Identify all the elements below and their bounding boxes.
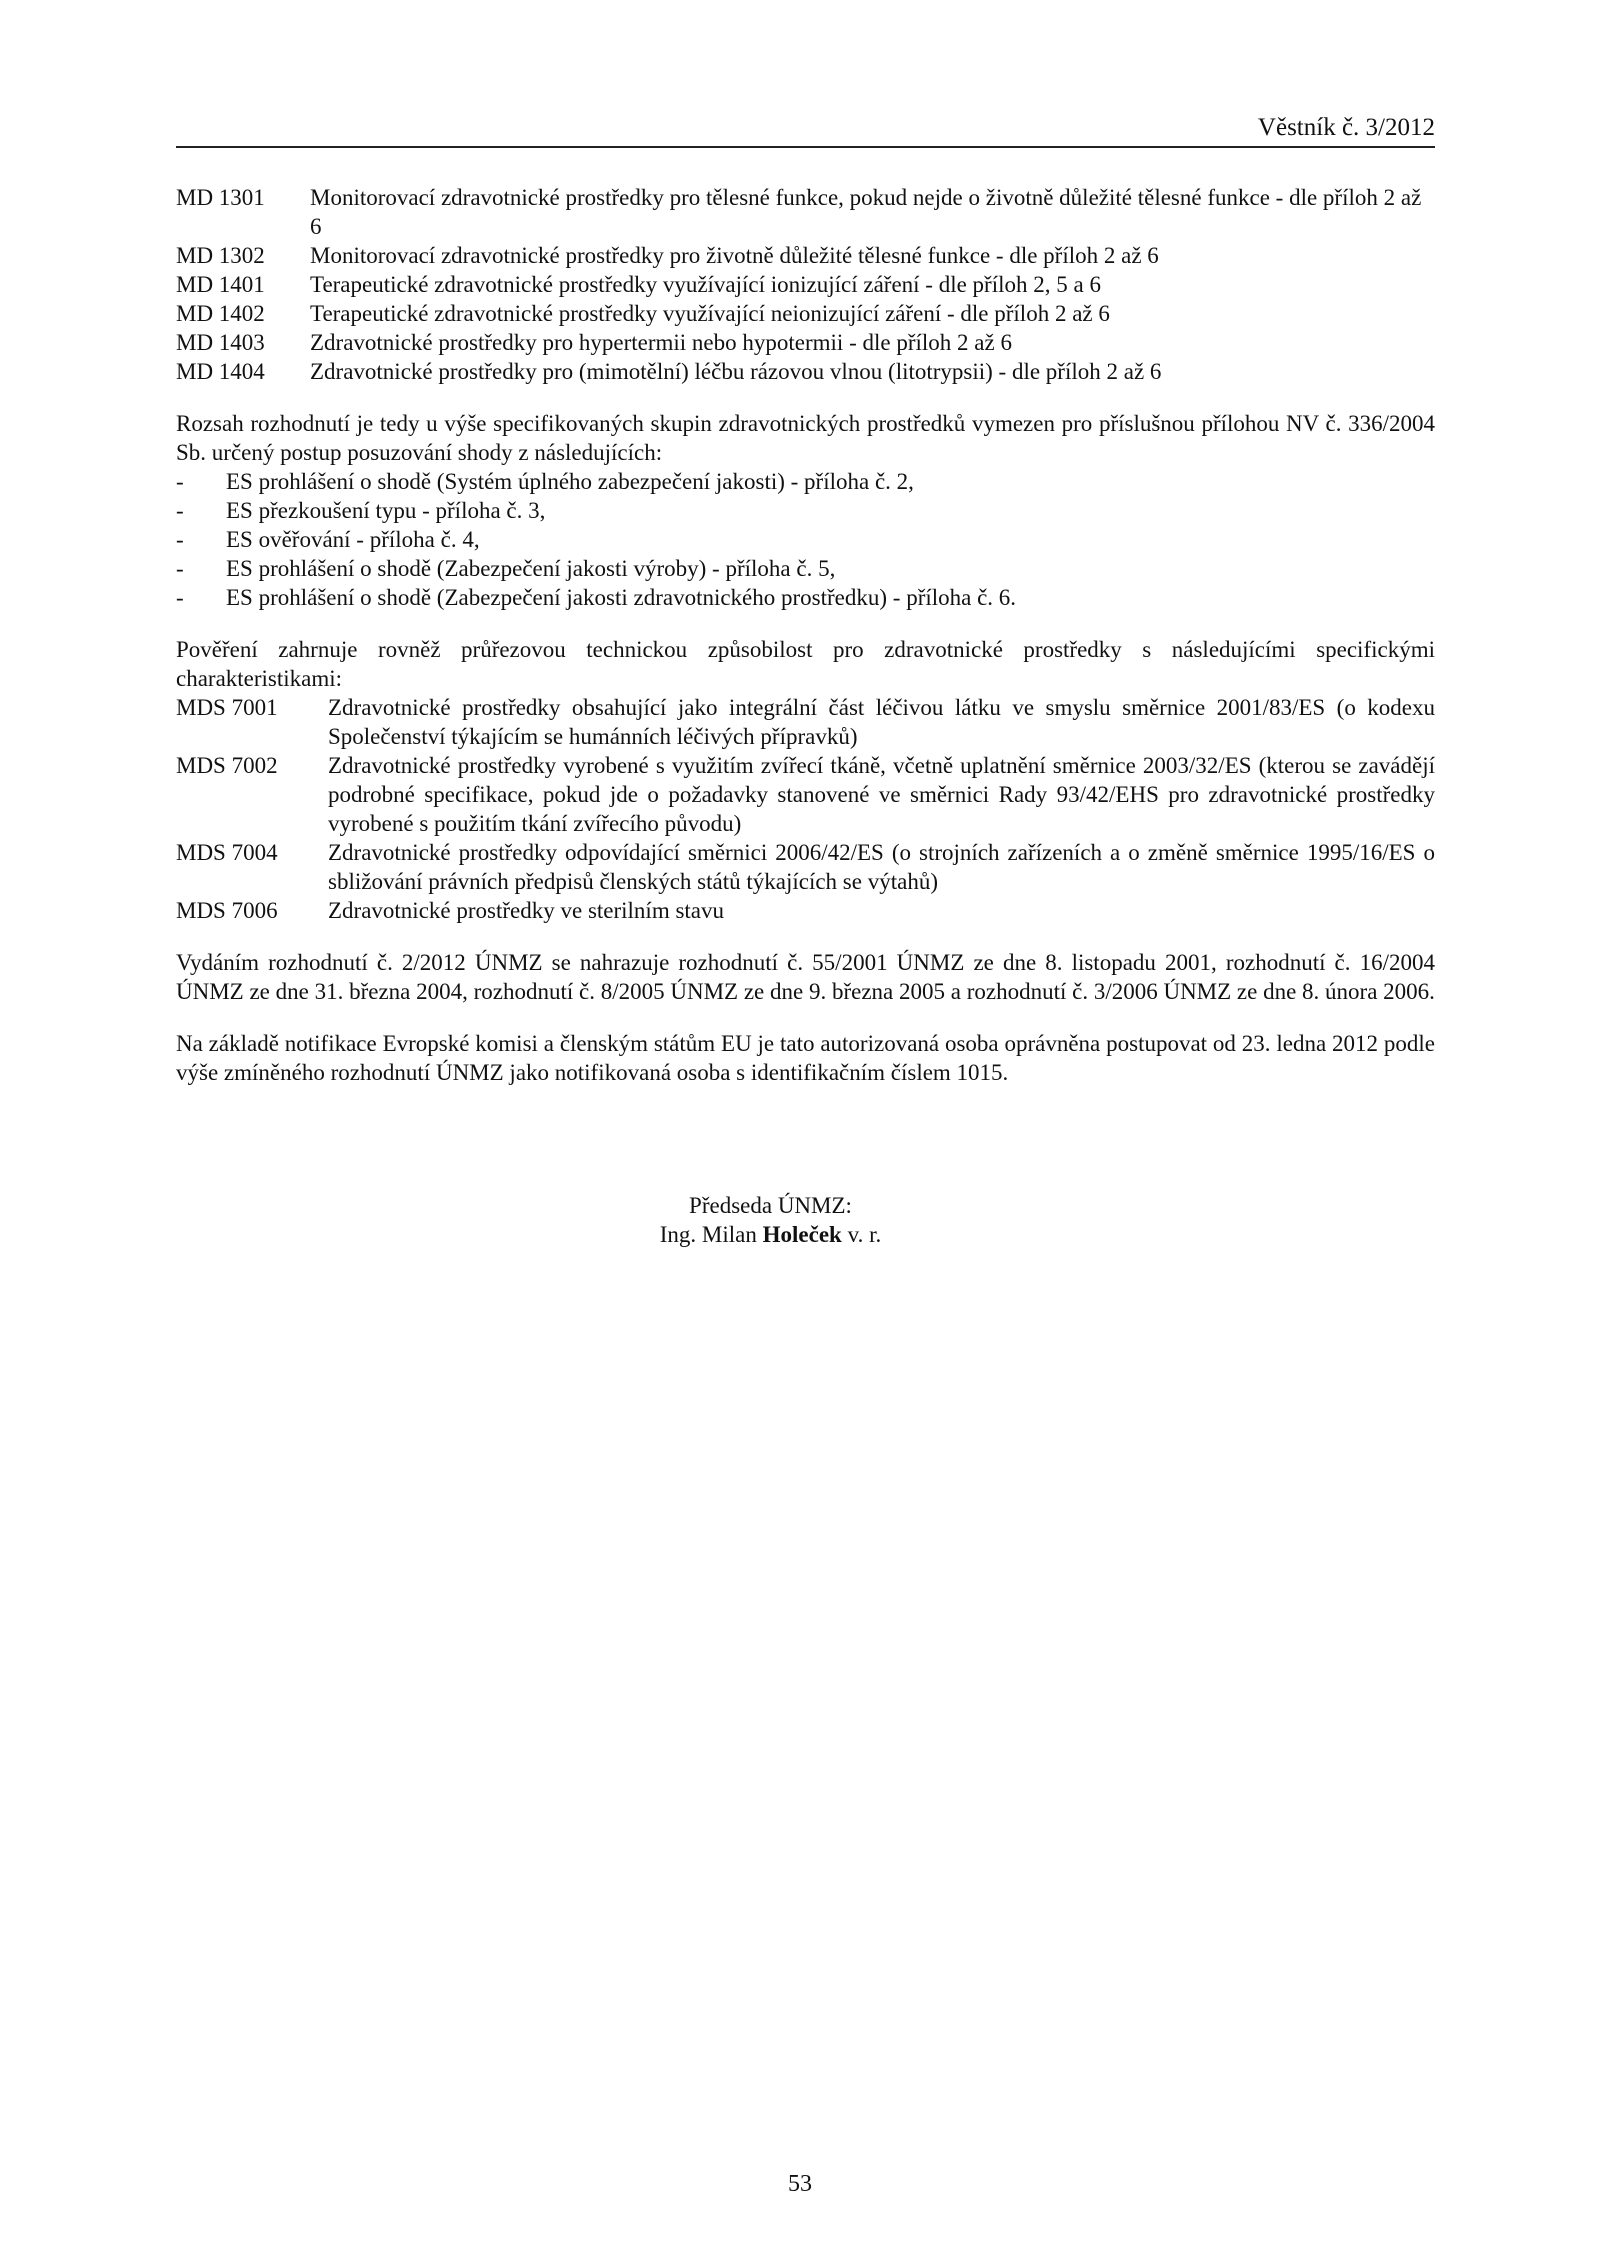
scope-item-text: ES přezkoušení typu - příloha č. 3,: [226, 498, 546, 523]
md-text: Terapeutické zdravotnické prostředky využívající ionizující záření - dle příloh 2, 5 a 6: [310, 272, 1101, 297]
dash-marker: -: [176, 527, 184, 552]
document-body: [176, 183, 1435, 1249]
md-item: [176, 183, 1435, 241]
mds-item: [176, 751, 1435, 838]
md-item: [176, 241, 1435, 270]
md-code: MD 1403: [176, 330, 265, 355]
md-text: Zdravotnické prostředky pro hypertermii nebo hypotermii - dle příloh 2 až 6: [310, 330, 1012, 355]
mds-text: Zdravotnické prostředky vyrobené s využitím zvířecí tkáně, včetně uplatnění směrnice 2003/32/ES (kterou se zavádějí podrobné specifikace, pokud jde o požadavky stanovené ve směrnici Rady 93/42/EHS pro zdravotnické prostředky vyrobené s použitím tkání zvířecího původu): [328, 753, 1435, 836]
dash-marker: -: [176, 556, 184, 581]
dash-marker: -: [176, 585, 184, 610]
mds-item: [176, 896, 1435, 925]
scope-item: [176, 583, 1435, 612]
md-code: MD 1302: [176, 243, 265, 268]
signature-suffix: v. r.: [847, 1222, 882, 1247]
mds-code: MDS 7004: [176, 840, 278, 865]
md-code: MD 1402: [176, 301, 265, 326]
scope-item-text: ES prohlášení o shodě (Zabezpečení jakosti zdravotnického prostředku) - příloha č. 6.: [226, 585, 1017, 610]
scope-section: [176, 409, 1435, 612]
scope-item: [176, 525, 1435, 554]
signature-block: [176, 1191, 1435, 1249]
mds-item: [176, 838, 1435, 896]
dash-marker: -: [176, 469, 184, 494]
md-list: [176, 183, 1435, 386]
md-code: MD 1401: [176, 272, 265, 297]
scope-item-text: ES ověřování - příloha č. 4,: [226, 527, 480, 552]
md-code: MD 1404: [176, 359, 265, 384]
scope-item: [176, 496, 1435, 525]
mds-text: Zdravotnické prostředky odpovídající směrnici 2006/42/ES (o strojních zařízeních a o změně směrnice 1995/16/ES o sbližování právních předpisů členských států týkajících se výtahů): [328, 840, 1435, 894]
replacement-paragraph: Vydáním rozhodnutí č. 2/2012 ÚNMZ se nahrazuje rozhodnutí č. 55/2001 ÚNMZ ze dne 8. listopadu 2001, rozhodnutí č. 16/2004 ÚNMZ ze dne 31. března 2004, rozhodnutí č. 8/2005 ÚNMZ ze dne 9. března 2005 a rozhodnutí č. 3/2006 ÚNMZ ze dne 8. února 2006.: [176, 950, 1435, 1004]
mds-intro: Pověření zahrnuje rovněž průřezovou technickou způsobilost pro zdravotnické prostředky s následujícími specifickými charakteristikami:: [176, 637, 1435, 691]
signature-surname: Holeček: [762, 1222, 842, 1247]
header-title: Věstník č. 3/2012: [1257, 114, 1435, 141]
scope-item: [176, 554, 1435, 583]
md-text: Terapeutické zdravotnické prostředky využívající neionizující záření - dle příloh 2 až 6: [310, 301, 1110, 326]
signature-name: [176, 1220, 1365, 1249]
signature-prefix: Ing. Milan: [659, 1222, 757, 1247]
mds-code: MDS 7001: [176, 695, 278, 720]
md-item: [176, 357, 1435, 386]
md-text: Zdravotnické prostředky pro (mimotělní) léčbu rázovou vlnou (litotrypsii) - dle příloh 2 až 6: [310, 359, 1162, 384]
md-text: Monitorovací zdravotnické prostředky pro životně důležité tělesné funkce - dle příloh 2 až 6: [310, 243, 1159, 268]
notification-paragraph: Na základě notifikace Evropské komisi a členským státům EU je tato autorizovaná osoba oprávněna postupovat od 23. ledna 2012 podle výše zmíněného rozhodnutí ÚNMZ jako notifikovaná osoba s identifikačním číslem 1015.: [176, 1031, 1435, 1085]
mds-section: [176, 635, 1435, 925]
scope-item-text: ES prohlášení o shodě (Zabezpečení jakosti výroby) - příloha č. 5,: [226, 556, 836, 581]
scope-item-text: ES prohlášení o shodě (Systém úplného zabezpečení jakosti) - příloha č. 2,: [226, 469, 914, 494]
dash-marker: -: [176, 498, 184, 523]
mds-text: Zdravotnické prostředky obsahující jako integrální část léčivou látku ve smyslu směrnice 2001/83/ES (o kodexu Společenství týkajícím se humánních léčivých přípravků): [328, 695, 1435, 749]
md-item: [176, 299, 1435, 328]
page-header: [176, 112, 1435, 148]
md-item: [176, 270, 1435, 299]
md-code: MD 1301: [176, 185, 265, 210]
scope-intro: Rozsah rozhodnutí je tedy u výše specifikovaných skupin zdravotnických prostředků vymezen pro příslušnou přílohou NV č. 336/2004 Sb. určený postup posuzování shody z následujících:: [176, 411, 1435, 465]
page-number: 53: [788, 2171, 812, 2197]
scope-item: [176, 467, 1435, 496]
mds-code: MDS 7002: [176, 753, 278, 778]
md-item: [176, 328, 1435, 357]
signature-role: Předseda ÚNMZ:: [689, 1193, 852, 1218]
mds-code: MDS 7006: [176, 898, 278, 923]
md-text: Monitorovací zdravotnické prostředky pro tělesné funkce, pokud nejde o životně důležité tělesné funkce - dle příloh 2 až 6: [310, 185, 1422, 239]
mds-text: Zdravotnické prostředky ve sterilním stavu: [328, 898, 725, 923]
mds-item: [176, 693, 1435, 751]
